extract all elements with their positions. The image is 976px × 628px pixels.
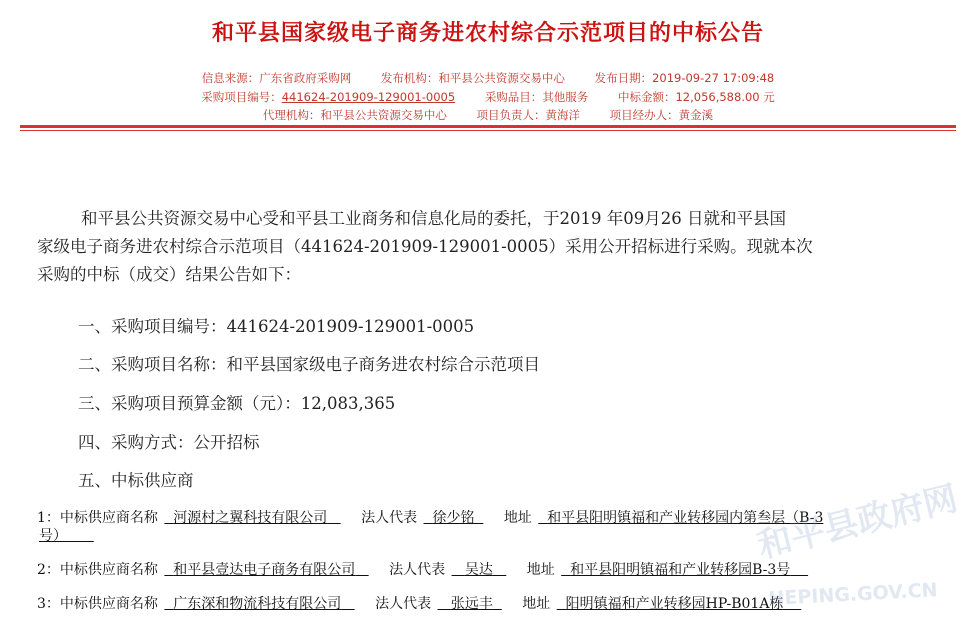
intro-paragraph: [37, 205, 942, 289]
watermark-logo-text: 和平县政府网: [753, 478, 962, 567]
supplier-name: 和平县壹达电子商务有限公司: [173, 562, 356, 578]
address-label: 地址: [526, 562, 555, 578]
watermark-domain: HEPING.GOV.CN: [768, 579, 939, 610]
amount-value: 12,056,588.00 元: [675, 90, 775, 104]
supplier-row-2: [37, 559, 810, 579]
item-method: 四、采购方式：公开招标: [78, 433, 260, 452]
item-project-name: 二、采购项目名称：和平县国家级电子商务进农村综合示范项目: [78, 355, 540, 374]
code-label: 采购项目编号：: [201, 90, 282, 104]
address-value: 和平县阳明镇福和产业转移园B-3号: [570, 562, 791, 578]
amount-label: 中标金额：: [617, 90, 676, 104]
supplier-row-1: [37, 507, 825, 527]
address-label: 地址: [503, 510, 532, 526]
leader-value: 黄海洋: [545, 108, 580, 122]
supplier-row-3: [37, 593, 803, 613]
supplier-name-label: 中标供应商名称: [59, 562, 158, 578]
code-value-link[interactable]: 441624-201909-129001-0005: [281, 90, 456, 104]
org-value: 和平县公共资源交易中心: [438, 71, 565, 85]
item-project-code: 一、采购项目编号：441624-201909-129001-0005: [78, 317, 475, 336]
intro-line-3: 采购的中标（成交）结果公告如下：: [37, 265, 301, 284]
legal-rep-label: 法人代表: [361, 510, 418, 526]
manager-label: 项目经办人：: [609, 108, 679, 122]
supplier-name: 河源村之翼科技有限公司: [173, 510, 328, 526]
intro-line-2: 家级电子商务进农村综合示范项目（441624-201909-129001-0005）采用公开招标进行采购。现就本次: [37, 237, 813, 256]
manager-value: 黄金溪: [678, 108, 714, 122]
agent-value: 和平县公共资源交易中心: [320, 108, 447, 122]
header-divider-thin: [20, 130, 956, 131]
source-label: 信息来源：: [201, 71, 260, 85]
address-value-cont: 号）: [39, 528, 67, 544]
address-label: 地址: [522, 596, 551, 612]
supplier-name-label: 中标供应商名称: [59, 596, 158, 612]
meta-row-1: [0, 70, 976, 86]
meta-row-3: [0, 107, 976, 123]
supplier-index: 3：: [37, 596, 60, 612]
header-divider-thick: [20, 125, 956, 128]
item-label: 采购品目：: [484, 90, 543, 104]
source-value: 广东省政府采购网: [259, 71, 352, 85]
legal-rep-value: 吴达: [464, 562, 493, 578]
address-value: 阳明镇福和产业转移园HP-B01A栋: [565, 596, 784, 612]
supplier-name-label: 中标供应商名称: [59, 510, 158, 526]
intro-line-1: 和平县公共资源交易中心受和平县工业商务和信息化局的委托，于2019 年09月26 日就和平县国: [81, 209, 786, 228]
legal-rep-label: 法人代表: [375, 596, 432, 612]
org-label: 发布机构：: [380, 71, 439, 85]
address-value: 和平县阳明镇福和产业转移园内第叁层（B-3: [547, 510, 824, 526]
legal-rep-value: 张远丰: [450, 596, 493, 612]
item-suppliers-heading: 五、中标供应商: [78, 471, 194, 490]
leader-label: 项目负责人：: [476, 108, 546, 122]
date-label: 发布日期：: [594, 71, 653, 85]
legal-rep-value: 徐少铭: [432, 510, 475, 526]
supplier-row-1-cont: [37, 525, 96, 545]
item-value: 其他服务: [542, 90, 589, 104]
meta-row-2: [0, 89, 976, 105]
agent-label: 代理机构：: [262, 108, 321, 122]
date-value: 2019-09-27 17:09:48: [652, 71, 775, 85]
supplier-index: 1：: [37, 510, 60, 526]
notice-title: 和平县国家级电子商务进农村综合示范项目的中标公告: [211, 21, 764, 46]
legal-rep-label: 法人代表: [389, 562, 446, 578]
supplier-index: 2：: [37, 562, 60, 578]
supplier-name: 广东深和物流科技有限公司: [173, 596, 342, 612]
item-budget: 三、采购项目预算金额（元）：12,083,365: [78, 394, 396, 413]
